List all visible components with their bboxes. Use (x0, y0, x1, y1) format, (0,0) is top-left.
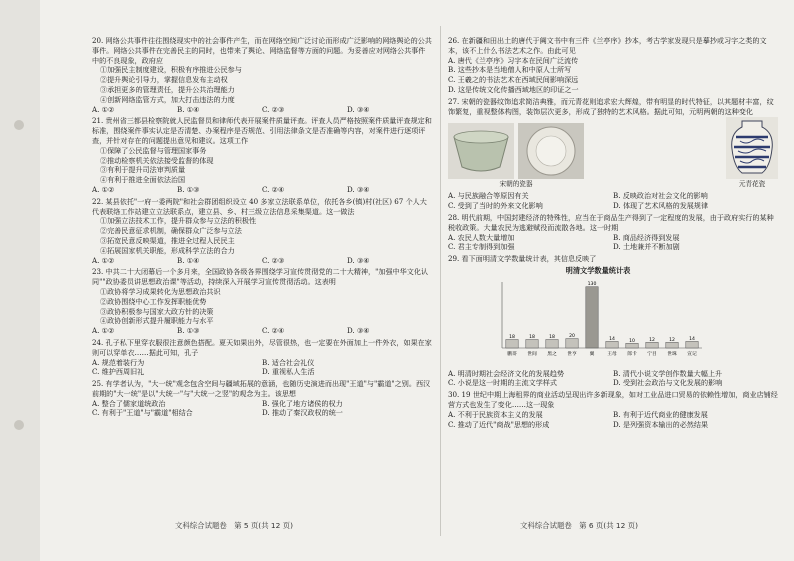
answer-options (92, 185, 432, 195)
category-label: 翼 (589, 351, 595, 357)
bar-value-label: 18 (549, 334, 555, 340)
option-b: B. 有利于近代商业的健康发展 (613, 409, 708, 419)
option-c: C. 推动了近代"商战"思想的形成 (448, 419, 550, 429)
option-a: A. 唐代《兰亭序》习字本在民间广泛流传 (448, 55, 579, 65)
chart-bar (566, 338, 578, 347)
question-22 (92, 197, 432, 266)
option-c: C. 有利于"王道"与"霸道"相结合 (92, 408, 193, 418)
question-text: 23. 中共二十大闭幕后一个多月来，全国政协各级各界围绕学习宣传贯彻党的二十大精神，"加强中华文化认同""政协委员讲思想政治课"等活动，持续深入开展学习宣传贯彻活动。这表明 (92, 267, 429, 287)
bar-value-label: 18 (509, 334, 515, 340)
option-d: D. 是列强资本输出的必然结果 (613, 419, 709, 429)
option-b: B. ①③ (177, 184, 200, 194)
option-a: A. 整合了儒家道统政治 (92, 398, 166, 408)
binding-margin (0, 0, 40, 561)
category-label: 世间 (527, 351, 537, 357)
question-text: 27. 宋朝的瓷器纹饰追求简洁典雅，而元青花则追求宏大辉煌，带有明显的时代特征，以其题材丰富，纹饰繁复，重视整体构图，装饰层次更多，形成了独特的艺术风格。据此可知，元明两朝的这种变化 (448, 96, 774, 116)
page-footer-left: 文科综合试题卷 第 5 页(共 12 页) (175, 521, 293, 530)
category-label: 世珠 (667, 351, 677, 357)
option-c: C. 王羲之的书法艺术在西域民间影响深远 (448, 75, 579, 85)
question-text: 24. 孔子私下里穿衣服很注意颜色搭配。夏天如果出外，尽管很热，也一定要在外面加上一件外衣，如果在家则可以穿单衣……据此可知，孔子 (92, 337, 432, 357)
statement: ①政协将学习成果转化为思想政治共识 (100, 286, 221, 296)
answer-options (92, 326, 432, 336)
option-c: C. ②④ (262, 326, 285, 336)
category-label: 鹏哥 (507, 351, 517, 357)
option-b: B. 强化了地方诸侯的权力 (262, 398, 343, 408)
option-b: B. 商品经济得到发展 (613, 232, 680, 242)
question-text: 30. 19 世纪中期上海租界的商业活动呈现出许多新现象，如对工业品进口贸易的依赖性增加，商业店铺经营方式也发生了变化……这一现象 (448, 390, 778, 409)
answer-options (448, 410, 778, 430)
category-label: 黑之 (547, 351, 557, 357)
category-label: 郎卡 (627, 351, 637, 357)
option-c: C. 维护西周旧礼 (92, 367, 145, 377)
option-b: B. ①④ (177, 104, 200, 114)
page-footer-right: 文科综合试题卷 第 6 页(共 12 页) (520, 521, 638, 530)
option-d: D. 重视私人生活 (262, 367, 315, 377)
statement: ②政协围绕中心工作发挥职能优势 (100, 296, 207, 306)
statement: ④拓展国家机关职能，形成科学立法的合力 (100, 245, 235, 255)
chart-title: 明清文学数量统计表 (565, 265, 631, 275)
option-c: C. 小说是这一时期的主流文学样式 (448, 378, 557, 388)
option-c: C. 君主专制得到加强 (448, 242, 515, 252)
yuan-porcelain-figure (726, 117, 778, 190)
chart-bar (646, 342, 658, 348)
option-a: A. 明清时期社会经济文化的发展趋势 (448, 368, 565, 378)
statement: ④有利于推进全面依法治国 (100, 175, 186, 185)
chart-bar (666, 342, 678, 348)
bar-value-label: 14 (609, 336, 615, 342)
statement: ④政协创新形式提升履职能力与水平 (100, 316, 214, 326)
option-b: B. 这些抄本是当地僧人和中原人士所写 (448, 65, 572, 75)
option-d: D. 推动了秦汉政权的统一 (262, 408, 343, 418)
question-text: 29. 看下面明清文学数量统计表，其信息反映了 (448, 254, 597, 264)
option-c: C. ②④ (262, 184, 285, 194)
option-a: A. ①② (92, 104, 115, 114)
bar-value-label: 130 (587, 281, 597, 287)
figure-caption: 宋朝的瓷器 (499, 179, 533, 188)
option-d: D. ③④ (347, 104, 370, 114)
chart-bar (606, 341, 618, 348)
bar-value-label: 14 (689, 336, 695, 342)
statement: ③承担更多的管理责任，提升公共治理能力 (100, 84, 235, 94)
page-gutter (440, 26, 441, 536)
option-a: A. ①② (92, 326, 115, 336)
answer-options (92, 358, 432, 378)
answer-options (448, 191, 778, 211)
literature-chart (488, 266, 778, 367)
option-d: D. 土地兼并不断加剧 (613, 242, 680, 252)
option-a: A. 不利于民族资本主义的发展 (448, 409, 543, 419)
option-a: A. 规范着装行为 (92, 357, 145, 367)
statement: ①保障了公民监督与管理国家事务 (100, 145, 207, 155)
bar-value-label: 12 (649, 337, 655, 343)
option-c: C. ②③ (262, 255, 285, 265)
question-30 (448, 390, 778, 429)
question-text: 22. 某县依托"一府一委两院"和社会群团组织设立 40 多家立法联系单位，依托各乡(镇)村(社区) 67 个人大代表联络工作站建立立法联系点，建立县、乡、村三级立法信息采集渠道。这一做法 (92, 196, 427, 216)
bar-chart (488, 276, 708, 364)
chart-bar (506, 339, 518, 348)
chart-bar (546, 339, 558, 348)
option-d: D. 受到社会政治与文化发展的影响 (613, 378, 723, 388)
statement: ③有利于提升司法审判质量 (100, 165, 186, 175)
category-label: 王母 (607, 351, 617, 357)
left-page-content (92, 36, 432, 506)
yuan-jar-image (726, 117, 778, 179)
song-plate-image (518, 123, 584, 179)
bar-value-label: 10 (629, 338, 635, 344)
question-23 (92, 267, 432, 336)
right-page-content (448, 36, 778, 506)
option-b: B. ①④ (177, 255, 200, 265)
option-a: A. 与民族融合等原因有关 (448, 191, 529, 201)
category-label: 世亨 (567, 351, 577, 357)
option-d: D. 体现了艺术风格的发展规律 (613, 201, 709, 211)
question-24 (92, 338, 432, 377)
answer-options (448, 369, 778, 389)
chart-bar (526, 339, 538, 348)
category-label: 宁目 (647, 351, 657, 357)
option-d: D. ③④ (347, 326, 370, 336)
question-28 (448, 213, 778, 252)
figure-caption: 元青花瓷 (738, 179, 766, 188)
bar-value-label: 18 (529, 334, 535, 340)
answer-options (448, 233, 778, 253)
chart-bar (686, 341, 698, 348)
bar-value-label: 12 (669, 337, 675, 343)
chart-bar (626, 343, 638, 348)
question-26 (448, 36, 778, 95)
bar-value-label: 20 (569, 333, 575, 339)
statement: ②提升舆论引导力，掌握信息发布主动权 (100, 75, 228, 85)
answer-options (92, 256, 432, 266)
statement: ③政协积极参与国家大政方针的决策 (100, 306, 214, 316)
option-b: B. ①③ (177, 326, 200, 336)
statement: ①加强立法技术工作，提升群众参与立法的积极性 (100, 216, 257, 226)
question-21 (92, 116, 432, 194)
question-29 (448, 254, 778, 388)
question-text: 21. 贵州省三都县检察院就人民监督员和律师代表开展案件质量评查。评查人员严格按照案件质量评查规定和标准，围绕案件事实认定是否清楚、办案程序是否规范、引用法律条文是否准确等内容，对案件进行逐项评查，并针对存在的问题提出意见和建议。这项工作 (92, 116, 432, 145)
option-a: A. ①② (92, 184, 115, 194)
statement: ③拓宽民意反映渠道，推进全过程人民民主 (100, 235, 235, 245)
statement: ②推动检察机关依法接受监督的体现 (100, 155, 214, 165)
option-b: B. 清代小说文学创作数量大幅上升 (613, 368, 723, 378)
statement: ②完善民意征求机制，确保群众广泛参与立法 (100, 226, 242, 236)
answer-options (92, 105, 432, 115)
song-porcelain-figure (448, 123, 584, 190)
option-d: D. ③④ (347, 184, 370, 194)
binding-hole (14, 120, 24, 130)
question-text: 28. 明代前期，中国封建经济的特殊性，应当在于商品生产得到了一定程度的发展，由于政府实行的某种税收政策。大量农民为逃避赋役而流散各地。这一时期 (448, 212, 774, 232)
binding-hole (14, 420, 24, 430)
question-text: 25. 有学者认为，"大一统"观念包含空间与疆域拓展的意涵，也随历史演进而出现"王道"与"霸道"之别。西汉前期的"大一统"是以"大统一"与"大统一之竖"的观念为主。该思想 (92, 379, 431, 398)
porcelain-figures (448, 119, 778, 189)
song-bowl-image (448, 123, 514, 179)
category-label: 宣记 (687, 351, 697, 357)
option-a: A. 农民人数大量增加 (448, 232, 515, 242)
option-b: B. 反映政治对社会文化的影响 (613, 191, 708, 201)
chart-bar (586, 286, 598, 347)
option-a: A. ①② (92, 255, 115, 265)
statement: ①加强民主制度建设，积极有序推进公民参与 (100, 65, 242, 75)
option-c: C. ②③ (262, 104, 285, 114)
option-d: D. ③④ (347, 255, 370, 265)
statement: ④创新网络监管方式，加大打击违法的力度 (100, 94, 235, 104)
question-27 (448, 97, 778, 211)
option-c: C. 受到了当时的外来文化影响 (448, 201, 543, 211)
question-25 (92, 379, 432, 418)
question-text: 26. 在新疆和田出土的唐代于阗文书中有三件《兰亭序》抄本，考古学家发现只是摹抄或习字之类的文本，该不上什么书法艺术之作。由此可见 (448, 36, 767, 55)
answer-options (92, 399, 432, 419)
option-d: D. 这是传统文化传播西域地区的印证之一 (448, 84, 579, 94)
question-text: 20. 网络公共事件往往围绕现实中的社会事件产生，而在网络空间广泛讨论而形成广泛影响的网络舆论的公共事件。网络公共事件在完善民主的同时，也带来了舆论、网络监督等方面的问题。为妥善应对网络公共事件中的不良现象，政府应 (92, 36, 432, 65)
question-20 (92, 36, 432, 114)
option-b: B. 适合社会礼仪 (262, 357, 315, 367)
